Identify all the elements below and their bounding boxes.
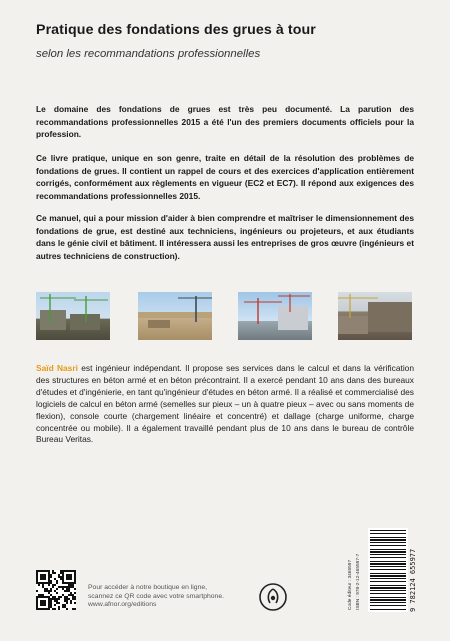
summary-paragraph-2: Ce livre pratique, unique en son genre, traite en détail de la résolution des problèmes de fondations de grues. Il contient un rappel de cours et des exercices d'application entièrement corrigés, conformément aux règlements en vigueur (EC2 et EC7). Il répond aux exigences des recommandations professionnelles 2015. xyxy=(36,153,414,201)
author-name: Saïd Nasri xyxy=(36,363,78,373)
barcode-block xyxy=(342,526,418,614)
summary-paragraph-1: Le domaine des fondations de grues est très peu documenté. La parution des recommandations professionnelles 2015 a été l'un des premiers documents officiels pour la profession. xyxy=(36,104,414,140)
barcode-digits: 9 782124 655977 xyxy=(409,548,417,612)
summary-paragraph-3: Ce manuel, qui a pour mission d'aider à bien comprendre et maîtriser le dimensionnement des fondations de grue, est destiné aux techniciens, ingénieurs ou projeteurs, et aux étudiants dans le génie civil et bâtiment. Il intéressera aussi les entreprises de gros œuvre (ingénieurs et autres techniciens de construction). xyxy=(36,213,414,261)
isbn-text: ISBN : 978-2-12-465597-7 xyxy=(356,553,361,610)
qr-code[interactable] xyxy=(36,570,76,610)
photo-crane-site-3 xyxy=(238,292,312,340)
book-subtitle: selon les recommandations professionnelles xyxy=(36,48,261,60)
footer-text xyxy=(88,584,258,610)
barcode-bars xyxy=(368,528,408,612)
footer-line-1: Pour accéder à notre boutique en ligne, xyxy=(88,584,208,591)
author-bio xyxy=(36,363,414,446)
footer-line-2: scannez ce QR code avec votre smartphone. xyxy=(88,592,225,600)
photo-crane-site-2 xyxy=(138,292,212,340)
legal-info xyxy=(342,526,370,614)
book-title: Pratique des fondations des grues à tour xyxy=(36,22,316,38)
photo-strip xyxy=(36,292,416,342)
author-bio-text: est ingénieur indépendant. Il propose ses services dans le calcul et dans la vérification des structures en béton armé et en béton précontraint. Il a exercé pendant 10 ans dans des bureaux d'études et d'ingénierie, en tant qu'ingénieur d'études en béton armé. Il a réalisé et commercialisé des logiciels de calcul en béton armé (semelles sur pieux – un à quatre pieux – avec ou sans moments de flexion), console courte (chargement linéaire et concentré) et dallage (charge uniforme, charge concentrée ou mobile). Il a également travaillé pendant plus de 10 ans dans le bureau de contrôle Bureau Veritas. xyxy=(36,363,414,445)
footer-url[interactable]: www.afnor.org/editions xyxy=(88,601,157,609)
eco-label-icon xyxy=(258,582,288,612)
photo-crane-site-1 xyxy=(36,292,110,340)
publisher-code: Code éditeur : 3465597 xyxy=(348,559,353,610)
photo-crane-site-4 xyxy=(338,292,412,340)
